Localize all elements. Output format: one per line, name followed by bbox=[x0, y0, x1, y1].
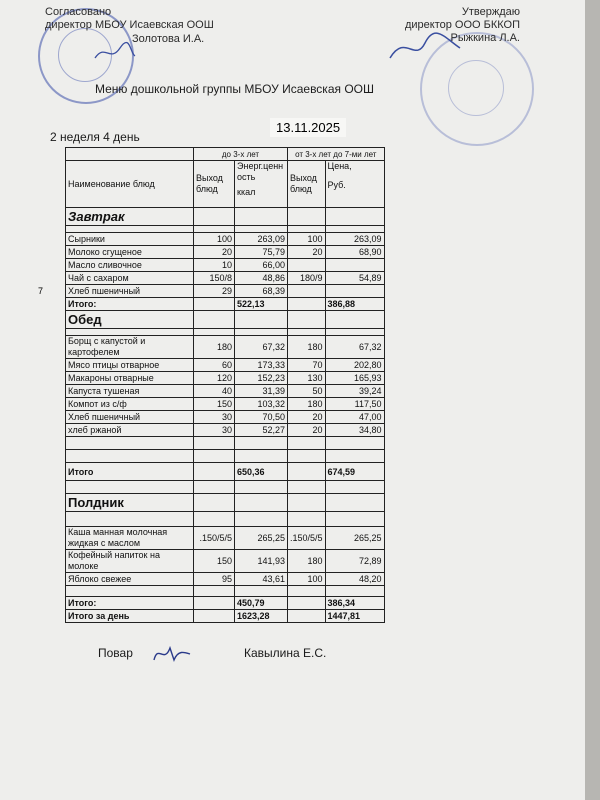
dish-name: Макароны отварные bbox=[66, 372, 194, 385]
price-value: 34,80 bbox=[325, 424, 384, 437]
price-value: 68,90 bbox=[325, 246, 384, 259]
energy-value: 263,09 bbox=[235, 233, 288, 246]
price-value: 72,89 bbox=[325, 550, 384, 573]
dish-name: Хлеб пшеничный bbox=[66, 285, 194, 298]
yield-young: 150 bbox=[194, 398, 235, 411]
yield-older: 20 bbox=[288, 246, 326, 259]
yield-young: .150/5/5 bbox=[194, 527, 235, 550]
yield-older bbox=[288, 259, 326, 272]
empty-cell bbox=[194, 610, 235, 623]
yield-older: 100 bbox=[288, 233, 326, 246]
section-title: Обед bbox=[66, 311, 194, 329]
yield-young: 30 bbox=[194, 424, 235, 437]
dish-name: Яблоко свежее bbox=[66, 573, 194, 586]
section-title: Завтрак bbox=[66, 208, 194, 226]
empty-cell bbox=[66, 329, 194, 336]
yield-young: 10 bbox=[194, 259, 235, 272]
empty-cell bbox=[235, 311, 288, 329]
price-value: 263,09 bbox=[325, 233, 384, 246]
table-column-header bbox=[66, 161, 385, 208]
header-blank-cell bbox=[66, 148, 194, 161]
yield-older: 20 bbox=[288, 411, 326, 424]
empty-cell bbox=[194, 298, 235, 311]
yield-young: 95 bbox=[194, 573, 235, 586]
empty-cell bbox=[288, 329, 326, 336]
empty-cell bbox=[325, 586, 384, 597]
menu-title: Меню дошкольной группы МБОУ Исаевская ООШ bbox=[95, 82, 374, 96]
col-header-name: Наименование блюд bbox=[66, 161, 194, 208]
table-row bbox=[66, 336, 385, 359]
empty-cell bbox=[288, 512, 326, 527]
table-row bbox=[66, 272, 385, 285]
dish-name: Каша манная молочная жидкая с маслом bbox=[66, 527, 194, 550]
yield-young: 180 bbox=[194, 336, 235, 359]
price-value: 117,50 bbox=[325, 398, 384, 411]
day-total-price: 1447,81 bbox=[325, 610, 384, 623]
day-total-label: Итого за день bbox=[66, 610, 194, 623]
table-row bbox=[66, 372, 385, 385]
empty-cell bbox=[194, 437, 235, 450]
energy-value: 52,27 bbox=[235, 424, 288, 437]
section-total-row bbox=[66, 597, 385, 610]
empty-cell bbox=[288, 463, 326, 481]
price-value: 47,00 bbox=[325, 411, 384, 424]
total-price: 386,34 bbox=[325, 597, 384, 610]
col-header-energy bbox=[235, 161, 288, 208]
energy-value: 66,00 bbox=[235, 259, 288, 272]
table-row bbox=[66, 550, 385, 573]
energy-value: 173,33 bbox=[235, 359, 288, 372]
approval-left-line3: Золотова И.А. bbox=[132, 33, 205, 45]
margin-mark: 7 bbox=[38, 286, 44, 296]
price-value: 48,20 bbox=[325, 573, 384, 586]
page-edge bbox=[585, 0, 600, 800]
approval-right-line2: директор ООО БККОП bbox=[404, 19, 520, 31]
col-header-yield-2: Выход блюд bbox=[288, 161, 326, 208]
energy-value: 141,93 bbox=[235, 550, 288, 573]
yield-older: 20 bbox=[288, 424, 326, 437]
energy-value: 70,50 bbox=[235, 411, 288, 424]
col-header-price bbox=[325, 161, 384, 208]
yield-older bbox=[288, 285, 326, 298]
energy-value: 43,61 bbox=[235, 573, 288, 586]
yield-young: 30 bbox=[194, 411, 235, 424]
empty-cell bbox=[325, 494, 384, 512]
empty-row bbox=[66, 437, 385, 450]
empty-cell bbox=[325, 208, 384, 226]
table-row bbox=[66, 411, 385, 424]
menu-table bbox=[65, 147, 385, 623]
empty-cell bbox=[235, 437, 288, 450]
energy-value: 152,23 bbox=[235, 372, 288, 385]
empty-cell bbox=[66, 512, 194, 527]
empty-cell bbox=[288, 597, 326, 610]
menu-date: 13.11.2025 bbox=[270, 118, 346, 137]
empty-cell bbox=[194, 481, 235, 494]
yield-older: 70 bbox=[288, 359, 326, 372]
empty-cell bbox=[235, 586, 288, 597]
total-label: Итого: bbox=[66, 298, 194, 311]
empty-cell bbox=[288, 610, 326, 623]
yield-young: 20 bbox=[194, 246, 235, 259]
empty-cell bbox=[288, 494, 326, 512]
empty-cell bbox=[325, 481, 384, 494]
yield-young: 100 bbox=[194, 233, 235, 246]
cook-name: Кавылина Е.С. bbox=[244, 646, 327, 660]
energy-value: 67,32 bbox=[235, 336, 288, 359]
price-value: 265,25 bbox=[325, 527, 384, 550]
total-label: Итого: bbox=[66, 597, 194, 610]
dish-name: Кофейный напиток на молоке bbox=[66, 550, 194, 573]
empty-cell bbox=[235, 512, 288, 527]
col-header-price-label: Цена, bbox=[327, 161, 352, 171]
col-header-energy-label: Энерг.ценн ость bbox=[237, 161, 284, 182]
empty-row bbox=[66, 512, 385, 527]
section-title: Полдник bbox=[66, 494, 194, 512]
empty-row bbox=[66, 586, 385, 597]
energy-value: 103,32 bbox=[235, 398, 288, 411]
right-seal-inner-ring bbox=[448, 60, 504, 116]
yield-older: 180 bbox=[288, 398, 326, 411]
section-total-row bbox=[66, 298, 385, 311]
empty-cell bbox=[325, 329, 384, 336]
yield-young: 150/8 bbox=[194, 272, 235, 285]
table-row bbox=[66, 527, 385, 550]
empty-cell bbox=[66, 450, 194, 463]
cook-label: Повар bbox=[98, 646, 133, 660]
empty-cell bbox=[194, 512, 235, 527]
age-group-1: до 3-х лет bbox=[194, 148, 288, 161]
table-row bbox=[66, 398, 385, 411]
empty-cell bbox=[235, 494, 288, 512]
dish-name: Сырники bbox=[66, 233, 194, 246]
age-group-2: от 3-х лет до 7-ми лет bbox=[288, 148, 385, 161]
yield-older: 180 bbox=[288, 550, 326, 573]
empty-row bbox=[66, 481, 385, 494]
price-value bbox=[325, 259, 384, 272]
price-value: 54,89 bbox=[325, 272, 384, 285]
dish-name: хлеб ржаной bbox=[66, 424, 194, 437]
empty-cell bbox=[325, 226, 384, 233]
empty-cell bbox=[194, 450, 235, 463]
section-title-row bbox=[66, 208, 385, 226]
empty-cell bbox=[288, 450, 326, 463]
cook-signature bbox=[150, 640, 195, 668]
empty-cell bbox=[194, 311, 235, 329]
energy-value: 31,39 bbox=[235, 385, 288, 398]
total-price: 674,59 bbox=[325, 463, 384, 481]
total-label: Итого bbox=[66, 463, 194, 481]
empty-cell bbox=[66, 437, 194, 450]
dish-name: Масло сливочное bbox=[66, 259, 194, 272]
table-row bbox=[66, 246, 385, 259]
yield-older: 50 bbox=[288, 385, 326, 398]
energy-value: 68,39 bbox=[235, 285, 288, 298]
section-title-row bbox=[66, 494, 385, 512]
total-energy: 522,13 bbox=[235, 298, 288, 311]
empty-cell bbox=[288, 298, 326, 311]
col-header-price-unit: Руб. bbox=[327, 180, 346, 190]
empty-cell bbox=[325, 311, 384, 329]
dish-name: Хлеб пшеничный bbox=[66, 411, 194, 424]
table-row bbox=[66, 385, 385, 398]
table-row bbox=[66, 233, 385, 246]
empty-cell bbox=[194, 226, 235, 233]
price-value: 39,24 bbox=[325, 385, 384, 398]
table-row bbox=[66, 259, 385, 272]
dish-name: Молоко сгущеное bbox=[66, 246, 194, 259]
total-energy: 450,79 bbox=[235, 597, 288, 610]
empty-row bbox=[66, 226, 385, 233]
empty-cell bbox=[66, 481, 194, 494]
empty-cell bbox=[288, 437, 326, 450]
total-energy: 650,36 bbox=[235, 463, 288, 481]
yield-young: 29 bbox=[194, 285, 235, 298]
table-row bbox=[66, 424, 385, 437]
yield-young: 40 bbox=[194, 385, 235, 398]
empty-cell bbox=[235, 329, 288, 336]
empty-cell bbox=[288, 226, 326, 233]
price-value: 165,93 bbox=[325, 372, 384, 385]
price-value: 202,80 bbox=[325, 359, 384, 372]
yield-young: 60 bbox=[194, 359, 235, 372]
empty-cell bbox=[194, 329, 235, 336]
empty-cell bbox=[288, 311, 326, 329]
yield-older: 130 bbox=[288, 372, 326, 385]
empty-cell bbox=[288, 481, 326, 494]
energy-value: 48,86 bbox=[235, 272, 288, 285]
table-row bbox=[66, 573, 385, 586]
yield-older: 180/9 bbox=[288, 272, 326, 285]
col-header-energy-unit: ккал bbox=[237, 187, 256, 197]
yield-older: 100 bbox=[288, 573, 326, 586]
price-value: 67,32 bbox=[325, 336, 384, 359]
empty-cell bbox=[194, 586, 235, 597]
empty-cell bbox=[194, 463, 235, 481]
empty-cell bbox=[194, 597, 235, 610]
empty-cell bbox=[325, 437, 384, 450]
dish-name: Компот из с/ф bbox=[66, 398, 194, 411]
section-total-row bbox=[66, 463, 385, 481]
dish-name: Чай с сахаром bbox=[66, 272, 194, 285]
approval-left-line2: директор МБОУ Исаевская ООШ bbox=[45, 19, 214, 31]
approval-right-line1: Утверждаю bbox=[461, 6, 520, 18]
col-header-yield-1: Выход блюд bbox=[194, 161, 235, 208]
empty-row bbox=[66, 329, 385, 336]
yield-young: 150 bbox=[194, 550, 235, 573]
empty-cell bbox=[288, 586, 326, 597]
week-day-label: 2 неделя 4 день bbox=[50, 130, 140, 144]
empty-cell bbox=[235, 208, 288, 226]
table-age-header bbox=[66, 148, 385, 161]
empty-cell bbox=[288, 208, 326, 226]
yield-older: .150/5/5 bbox=[288, 527, 326, 550]
empty-cell bbox=[194, 208, 235, 226]
price-value bbox=[325, 285, 384, 298]
energy-value: 265,25 bbox=[235, 527, 288, 550]
empty-cell bbox=[325, 512, 384, 527]
empty-cell bbox=[66, 226, 194, 233]
table-row bbox=[66, 359, 385, 372]
table-row bbox=[66, 285, 385, 298]
dish-name: Мясо птицы отварное bbox=[66, 359, 194, 372]
yield-older: 180 bbox=[288, 336, 326, 359]
day-total-row bbox=[66, 610, 385, 623]
empty-cell bbox=[235, 481, 288, 494]
empty-cell bbox=[66, 586, 194, 597]
total-price: 386,88 bbox=[325, 298, 384, 311]
approval-right-line3: Рыжкина Л.А. bbox=[450, 32, 520, 44]
section-title-row bbox=[66, 311, 385, 329]
dish-name: Борщ с капустой и картофелем bbox=[66, 336, 194, 359]
approval-left-line1: Согласовано bbox=[45, 6, 112, 18]
empty-cell bbox=[235, 226, 288, 233]
dish-name: Капуста тушеная bbox=[66, 385, 194, 398]
empty-row bbox=[66, 450, 385, 463]
energy-value: 75,79 bbox=[235, 246, 288, 259]
yield-young: 120 bbox=[194, 372, 235, 385]
empty-cell bbox=[325, 450, 384, 463]
day-total-energy: 1623,28 bbox=[235, 610, 288, 623]
empty-cell bbox=[235, 450, 288, 463]
empty-cell bbox=[194, 494, 235, 512]
